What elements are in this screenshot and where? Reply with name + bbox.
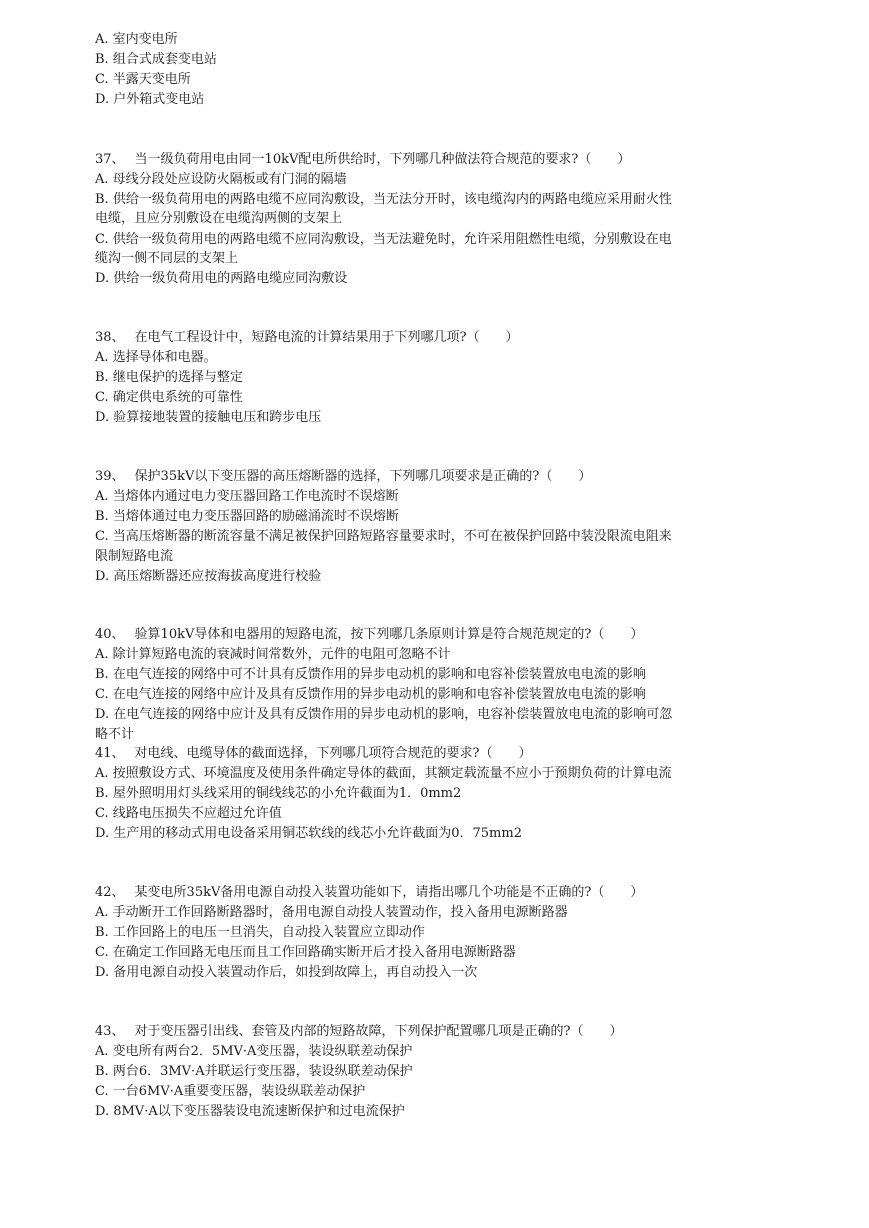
option-line: C. 确定供电系统的可靠性 — [95, 390, 243, 405]
option-line: D. 在电气连接的网络中应计及具有反馈作用的异步电动机的影响，电容补偿装置放电电流的影响可忽 — [95, 707, 673, 722]
option-line: A. 母线分段处应设防火隔板或有门洞的隔墙 — [95, 172, 347, 187]
question-stem — [95, 467, 785, 487]
question-text: 对于变压器引出线、套管及内部的短路故障，下列保护配置哪几项是正确的?（ ） — [134, 1024, 623, 1039]
option-line: B. 当熔体通过电力变压器回路的励磁涌流时不误熔断 — [95, 509, 399, 524]
option-line: C. 当高压熔断器的断流容量不满足被保护回路短路容量要求时，不可在被保护回路中装没限流电阻来 — [95, 529, 672, 544]
option-line: B. 组合式成套变电站 — [95, 52, 217, 67]
question-stem — [95, 150, 785, 170]
option-line: C. 在电气连接的网络中应计及具有反馈作用的异步电动机的影响和电容补偿装置放电电流的影响 — [95, 687, 646, 702]
option-line: B. 两台6．3MV·A并联运行变压器，装设纵联差动保护 — [95, 1064, 413, 1079]
option-line: A. 按照敷设方式、环境温度及使用条件确定导体的截面，其额定载流量不应小于预期负荷的计算电流 — [95, 766, 672, 781]
option-line: D. 生产用的移动式用电设备采用铜芯软线的线芯小允许截面为0．75mm2 — [95, 826, 522, 841]
question-text: 保护35kV以下变压器的高压熔断器的选择，下列哪几项要求是正确的?（ ） — [134, 469, 592, 484]
option-line: B. 屋外照明用灯头线采用的铜线线芯的小允许截面为1．0mm2 — [95, 786, 462, 801]
question-text: 对电线、电缆导体的截面选择，下列哪几项符合规范的要求?（ ） — [134, 746, 532, 761]
option-line: A. 当熔体内通过电力变压器回路工作电流时不误熔断 — [95, 489, 399, 504]
option-line: 略不计 — [95, 727, 135, 742]
question-text: 当一级负荷用电由同一10kV配电所供给时，下列哪几种做法符合规范的要求?（ ） — [134, 152, 631, 167]
question-number: 43、 — [95, 1024, 125, 1039]
option-line: A. 变电所有两台2．5MV·A变压器，装设纵联差动保护 — [95, 1044, 413, 1059]
option-line: A. 除计算短路电流的衰减时间常数外，元件的电阻可忽略不计 — [95, 647, 451, 662]
option-line: 缆沟一侧不同层的支架上 — [95, 251, 239, 266]
question-text: 在电气工程设计中，短路电流的计算结果用于下列哪几项?（ ） — [134, 330, 519, 345]
question-stem — [95, 625, 785, 645]
question-stem — [95, 883, 785, 903]
option-line: B. 继电保护的选择与整定 — [95, 370, 243, 385]
option-line: C. 一台6MV·A重要变压器，装设纵联差动保护 — [95, 1084, 366, 1099]
option-line: C. 半露天变电所 — [95, 72, 191, 87]
option-line: D. 备用电源自动投入装置动作后，如投到故障上，再自动投入一次 — [95, 965, 478, 980]
option-line: B. 工作回路上的电压一旦消失，自动投入装置应立即动作 — [95, 925, 425, 940]
option-line: C. 供给一级负荷用电的两路电缆不应同沟敷设，当无法避免时，允许采用阻燃性电缆，分别敷设在电 — [95, 232, 672, 247]
question-text: 验算10kV导体和电器用的短路电流，按下列哪几条原则计算是符合规范规定的?（ ） — [134, 627, 644, 642]
option-line: D. 户外箱式变电站 — [95, 92, 205, 107]
question-stem — [95, 1022, 785, 1042]
option-line: B. 在电气连接的网络中可不计具有反馈作用的异步电动机的影响和电容补偿装置放电电流的影响 — [95, 667, 646, 682]
option-line: C. 线路电压损失不应超过允许值 — [95, 806, 282, 821]
option-line: D. 8MV·A以下变压器装设电流速断保护和过电流保护 — [95, 1104, 405, 1119]
question-stem — [95, 744, 785, 764]
question-number: 42、 — [95, 885, 125, 900]
option-line: A. 室内变电所 — [95, 32, 178, 47]
option-line: D. 供给一级负荷用电的两路电缆应同沟敷设 — [95, 271, 348, 286]
question-number: 40、 — [95, 627, 125, 642]
question-number: 39、 — [95, 469, 125, 484]
question-text: 某变电所35kV备用电源自动投入装置功能如下，请指出哪几个功能是不正确的?（ ） — [134, 885, 644, 900]
option-line: B. 供给一级负荷用电的两路电缆不应同沟敷设，当无法分开时，该电缆沟内的两路电缆应采用耐火性 — [95, 192, 672, 207]
option-line: D. 高压熔断器还应按海拔高度进行校验 — [95, 569, 322, 584]
question-number: 38、 — [95, 330, 125, 345]
option-line: C. 在确定工作回路无电压而且工作回路确实断开后才投入备用电源断路器 — [95, 945, 516, 960]
question-number: 37、 — [95, 152, 125, 167]
option-line: D. 验算接地装置的接触电压和跨步电压 — [95, 410, 322, 425]
question-number: 41、 — [95, 746, 125, 761]
option-line: A. 手动断开工作回路断路器时，备用电源自动投人装置动作，投入备用电源断路器 — [95, 905, 568, 920]
option-line: 电缆，且应分别敷设在电缆沟两侧的支架上 — [95, 211, 343, 226]
option-line: 限制短路电流 — [95, 549, 174, 564]
question-stem — [95, 328, 785, 348]
option-line: A. 选择导体和电器。 — [95, 350, 217, 365]
